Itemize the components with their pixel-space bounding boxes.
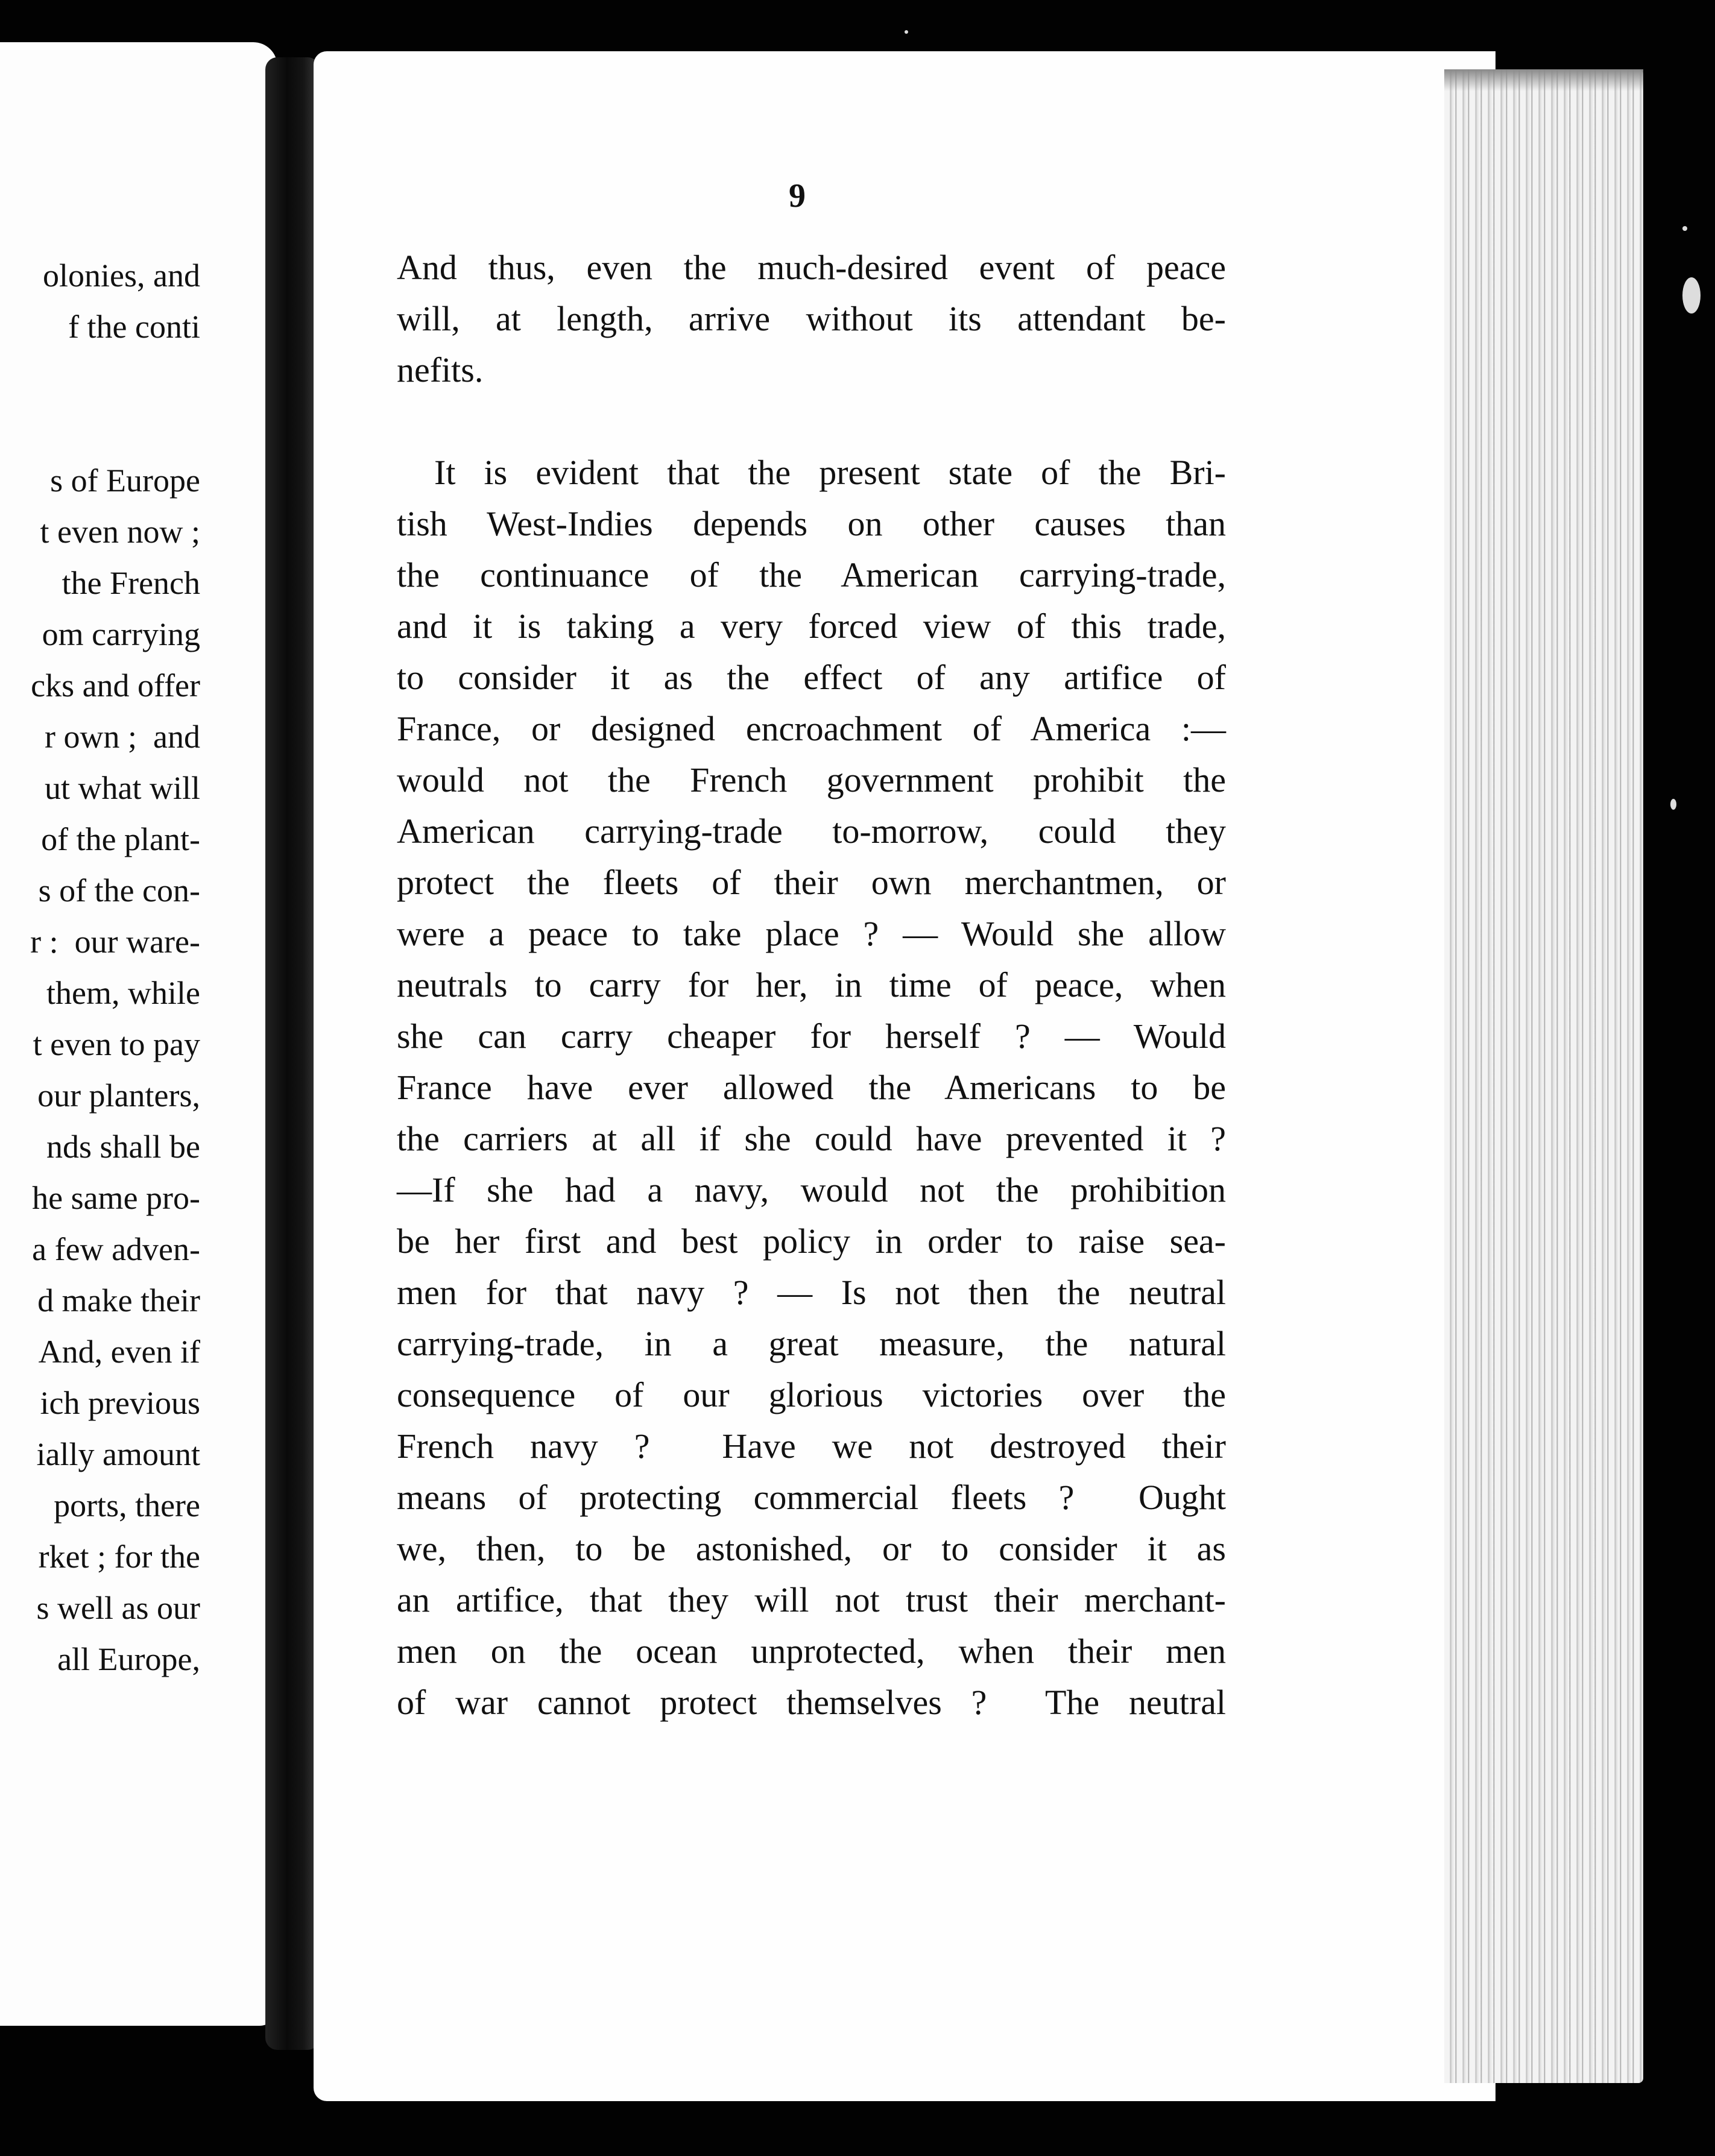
scan-speck [1682, 277, 1701, 314]
body-line: the carriers at all if she could have prevented it ? [397, 1119, 1226, 1158]
body-line: —If she had a navy, would not the prohibition [397, 1170, 1226, 1209]
right-page [314, 51, 1495, 2101]
left-line: ich previous [40, 1385, 200, 1421]
body-line: French navy ? Have we not destroyed their [397, 1426, 1226, 1466]
body-line: American carrying-trade to-morrow, could they [397, 812, 1226, 851]
body-line: consequence of our glorious victories over the [397, 1375, 1226, 1414]
left-line: of the plant- [41, 821, 200, 857]
left-line: the French [62, 565, 200, 601]
book-gutter [265, 57, 320, 2050]
left-line: them, while [46, 975, 200, 1011]
body-line: of war cannot protect themselves ? The neutral [397, 1683, 1226, 1722]
body-line: And thus, even the much-desired event of peace [397, 248, 1226, 287]
left-line: olonies, and [43, 257, 200, 294]
scan-speck [1682, 226, 1687, 231]
fore-edge-shading [1444, 69, 1643, 91]
body-line: were a peace to take place ? — Would she allow [397, 914, 1226, 953]
body-line: we, then, to be astonished, or to consider it as [397, 1529, 1226, 1568]
left-line: a few adven- [32, 1231, 200, 1267]
left-line: t even to pay [33, 1026, 200, 1062]
body-line: would not the French government prohibit the [397, 760, 1226, 799]
body-line: means of protecting commercial fleets ? Ought [397, 1478, 1226, 1517]
left-line: all Europe, [57, 1641, 200, 1677]
body-line: France have ever allowed the Americans to be [397, 1068, 1226, 1107]
body-line: neutrals to carry for her, in time of peace, when [397, 965, 1226, 1004]
left-line: r : our ware- [30, 924, 200, 960]
left-line: d make their [37, 1282, 200, 1319]
page-fore-edge [1444, 69, 1643, 2083]
left-line: f the conti [68, 309, 200, 345]
body-line: France, or designed encroachment of America :— [397, 709, 1226, 748]
left-line: r own ; and [45, 719, 200, 755]
body-line: she can carry cheaper for herself ? — Would [397, 1017, 1226, 1056]
body-line: will, at length, arrive without its attendant be- [397, 299, 1226, 338]
left-page [0, 42, 277, 2026]
left-line: s well as our [36, 1590, 200, 1626]
body-line: men on the ocean unprotected, when their men [397, 1631, 1226, 1671]
left-line: ports, there [54, 1487, 200, 1524]
body-line: men for that navy ? — Is not then the neutral [397, 1273, 1226, 1312]
scan-speck [905, 30, 908, 34]
body-line: and it is taking a very forced view of this trade, [397, 607, 1226, 646]
left-line: om carrying [42, 616, 200, 652]
left-line: And, even if [38, 1334, 200, 1370]
body-line: tish West-Indies depends on other causes than [397, 504, 1226, 543]
body-line: It is evident that the present state of the Bri- [434, 453, 1226, 492]
page-number: 9 [789, 177, 806, 215]
body-line: protect the fleets of their own merchantmen, or [397, 863, 1226, 902]
left-line: our planters, [37, 1077, 200, 1114]
left-line: ially amount [36, 1436, 200, 1472]
left-line: s of Europe [50, 462, 200, 499]
left-line: s of the con- [38, 872, 200, 909]
body-line: the continuance of the American carrying-trade, [397, 555, 1226, 594]
left-line: cks and offer [31, 667, 200, 704]
left-line: ut what will [45, 770, 200, 806]
scan-speck [1670, 799, 1676, 810]
body-line: carrying-trade, in a great measure, the natural [397, 1324, 1226, 1363]
body-line: nefits. [397, 350, 484, 389]
left-line: rket ; for the [38, 1539, 200, 1575]
left-line: nds shall be [46, 1129, 200, 1165]
left-line: he same pro- [32, 1180, 200, 1216]
body-line: to consider it as the effect of any artifice of [397, 658, 1226, 697]
body-line: be her first and best policy in order to raise sea- [397, 1221, 1226, 1261]
body-line: an artifice, that they will not trust their merchant- [397, 1580, 1226, 1619]
left-line: t even now ; [40, 514, 200, 550]
